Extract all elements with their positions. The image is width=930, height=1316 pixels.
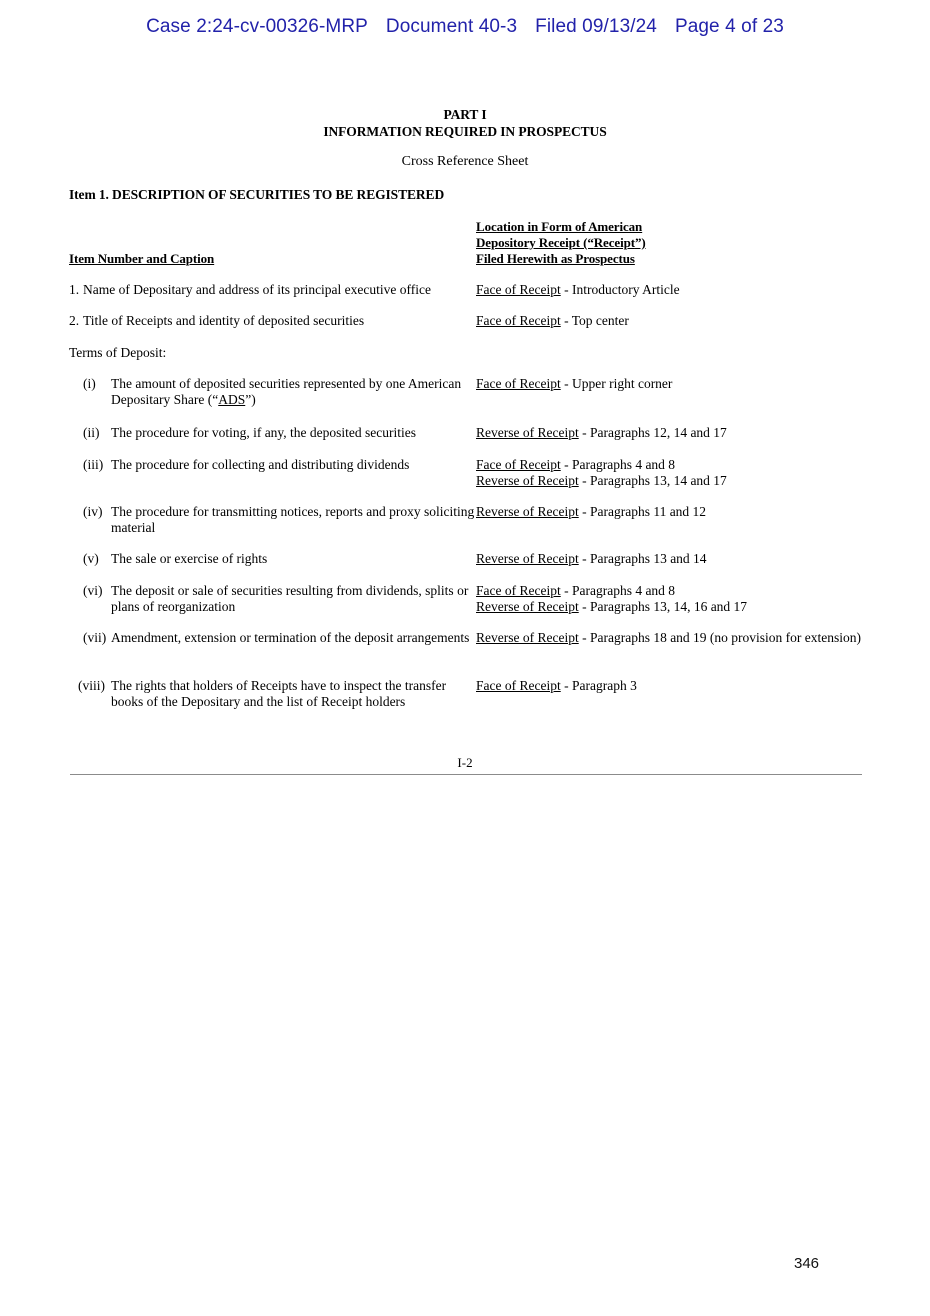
row-location [476, 282, 930, 298]
row-marker: (iv) [83, 504, 103, 519]
ecf-document-number: Document 40-3 [385, 16, 518, 37]
row-caption [0, 376, 476, 408]
location-detail: - Paragraphs 13 and 14 [578, 551, 707, 566]
row-marker: (v) [83, 551, 99, 566]
table-row [0, 457, 930, 489]
title-block [0, 106, 930, 140]
row-location [476, 457, 930, 489]
part-heading: INFORMATION REQUIRED IN PROSPECTUS [323, 124, 607, 139]
location-source: Reverse of Receipt [476, 473, 579, 488]
row-caption [0, 630, 476, 646]
table-row [0, 504, 930, 536]
item-1-heading: Item 1. DESCRIPTION OF SECURITIES TO BE REGISTERED [69, 187, 445, 202]
row-location [476, 425, 930, 441]
location-detail: - Paragraphs 4 and 8 [560, 457, 676, 472]
row-caption [0, 504, 476, 536]
table-row [0, 376, 930, 408]
ecf-filed-date: Filed 09/13/24 [535, 16, 657, 37]
row-caption [0, 313, 476, 329]
part-label: PART I [443, 107, 487, 122]
location-detail: - Paragraphs 11 and 12 [578, 504, 707, 519]
location-source: Reverse of Receipt [476, 630, 579, 645]
ecf-page-number: Page 4 of 23 [674, 16, 784, 37]
row-caption [0, 345, 476, 361]
row-marker: 1. [69, 282, 80, 297]
ecf-header-stamp [0, 16, 930, 38]
location-source: Reverse of Receipt [476, 599, 579, 614]
row-caption [0, 282, 476, 298]
table-row [0, 551, 930, 567]
row-caption-text: Amendment, extension or termination of the deposit arrangements [111, 630, 470, 645]
row-caption-text: The rights that holders of Receipts have to inspect the transfer books of the Depositary and the list of Receipt holders [111, 678, 447, 709]
row-caption [0, 678, 476, 710]
location-line [476, 473, 930, 489]
row-marker: (ii) [83, 425, 100, 440]
row-caption [0, 425, 476, 441]
location-source: Face of Receipt [476, 583, 561, 598]
location-line [476, 376, 930, 392]
location-detail: - Paragraphs 4 and 8 [560, 583, 676, 598]
location-source: Face of Receipt [476, 313, 561, 328]
bates-number: 346 [794, 1255, 820, 1272]
location-detail: - Paragraph 3 [560, 678, 637, 693]
row-marker: (viii) [78, 678, 105, 693]
location-source: Face of Receipt [476, 376, 561, 391]
table-row [0, 425, 930, 441]
location-detail: - Upper right corner [560, 376, 673, 391]
row-location [476, 630, 930, 646]
ecf-case-number: Case 2:24-cv-00326-MRP [146, 16, 368, 37]
page-folio: I-2 [457, 755, 473, 770]
table-row [0, 313, 930, 329]
location-source: Reverse of Receipt [476, 551, 579, 566]
row-caption [0, 583, 476, 615]
location-line [476, 599, 930, 615]
location-source: Reverse of Receipt [476, 425, 579, 440]
row-marker: (vii) [83, 630, 107, 645]
row-marker: (vi) [83, 583, 103, 598]
row-caption-text: Terms of Deposit: [69, 345, 167, 360]
location-column-header-line1: Location in Form of American [476, 219, 643, 234]
location-source: Face of Receipt [476, 678, 561, 693]
location-detail: - Top center [560, 313, 629, 328]
row-location [476, 504, 930, 520]
row-location [476, 551, 930, 567]
row-location [476, 376, 930, 392]
table-row [0, 345, 930, 361]
location-detail: - Paragraphs 12, 14 and 17 [578, 425, 727, 440]
row-caption-text: Title of Receipts and identity of deposited securities [83, 313, 365, 328]
location-header-post: ”) [634, 235, 646, 250]
location-line [476, 282, 930, 298]
row-caption-pre: The amount of deposited securities represented by one American Depositary Share (“ [111, 376, 462, 407]
row-caption-text: The sale or exercise of rights [111, 551, 268, 566]
location-line [476, 678, 930, 694]
row-marker: (i) [83, 376, 96, 391]
row-location [476, 678, 930, 694]
footer-divider [70, 774, 862, 775]
row-caption-text: The procedure for collecting and distributing dividends [111, 457, 410, 472]
table-row [0, 678, 930, 710]
document-subtitle: Cross Reference Sheet [401, 154, 529, 169]
table-row [0, 583, 930, 615]
row-caption-text: Name of Depositary and address of its principal executive office [83, 282, 432, 297]
row-caption [0, 551, 476, 567]
row-location [476, 313, 930, 329]
location-line [476, 551, 930, 567]
row-caption-text: The procedure for transmitting notices, reports and proxy soliciting material [111, 504, 475, 535]
receipt-defined-term: Receipt [593, 235, 635, 250]
location-source: Reverse of Receipt [476, 504, 579, 519]
location-detail: - Paragraphs 13, 14, 16 and 17 [578, 599, 748, 614]
location-line [476, 504, 930, 520]
location-source: Face of Receipt [476, 457, 561, 472]
location-line [476, 313, 930, 329]
item-column-header: Item Number and Caption [69, 251, 215, 266]
row-caption-text: The procedure for voting, if any, the deposited securities [111, 425, 417, 440]
location-line [476, 425, 930, 441]
location-line [476, 457, 930, 473]
location-column-header [476, 219, 646, 267]
location-detail: - Paragraphs 13, 14 and 17 [578, 473, 727, 488]
location-column-header-line3: Filed Herewith as Prospectus [476, 251, 635, 266]
location-line [476, 583, 930, 599]
row-caption [0, 457, 476, 473]
location-header-pre: Depository Receipt (“ [476, 235, 594, 250]
location-detail: - Introductory Article [560, 282, 680, 297]
row-marker: 2. [69, 313, 80, 328]
location-column-header-line2 [476, 235, 646, 251]
row-caption-text [111, 376, 461, 407]
row-caption-text: The deposit or sale of securities resulting from dividends, splits or plans of reorganization [111, 583, 469, 614]
row-marker: (iii) [83, 457, 104, 472]
row-location [476, 583, 930, 615]
location-line [476, 630, 930, 646]
location-source: Face of Receipt [476, 282, 561, 297]
ads-defined-term: ADS [218, 392, 246, 407]
location-detail: - Paragraphs 18 and 19 (no provision for extension) [578, 630, 862, 645]
row-caption-post: ”) [245, 392, 256, 407]
table-row [0, 282, 930, 298]
table-row [0, 630, 930, 646]
